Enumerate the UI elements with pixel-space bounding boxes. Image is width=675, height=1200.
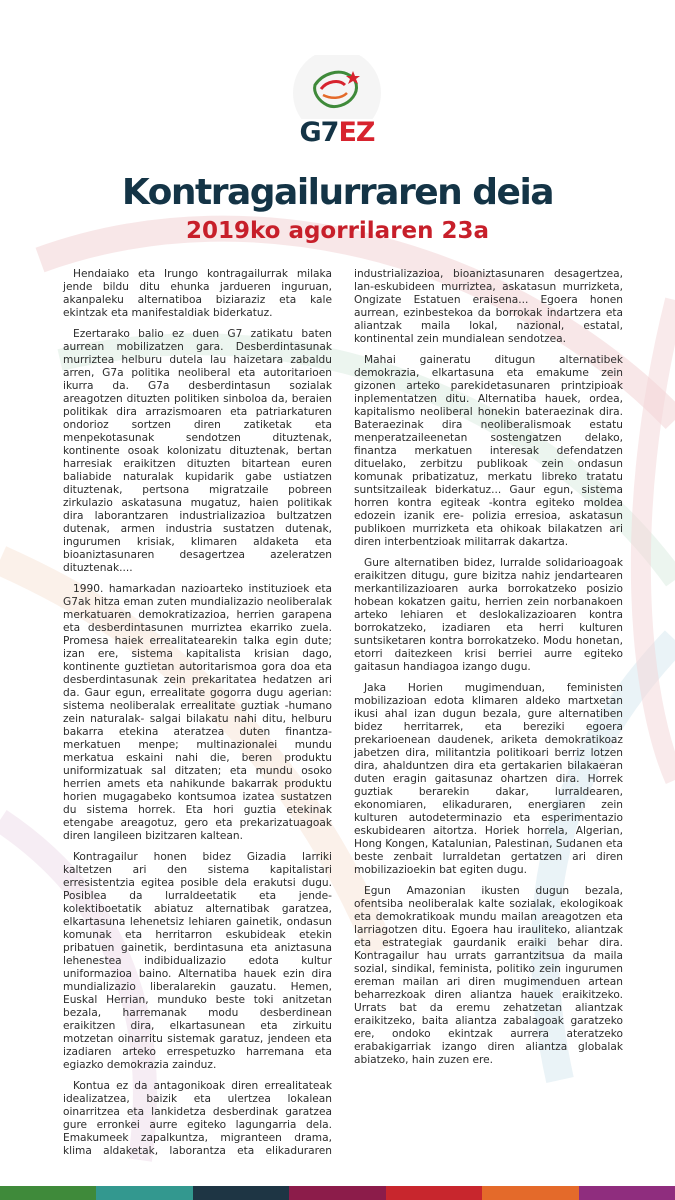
footer-color-segment [289,1186,385,1200]
footer-color-segment [579,1186,675,1200]
footer-color-segment [482,1186,578,1200]
paragraph: Gure alternatiben bidez, lurralde solidarioagoak eraikitzen ditugu, gure bizitza nahiz jendartearen merkantilizazioaren aurka borrokatzeko posizio hobean kokatzen gaitu, herrien zein norbanakoen arteko lehiaren et deslokalizazioaren kontra borrokatzeko, izadiaren eta herri kulturen suntsiketaren kontra borrokatzeko. Modu honetan, etorri daitezkeen krisi berriei aurre egiteko gaitasun handiagoa izango dugu. [354,557,623,673]
paragraph: Kontragailur honen bidez Gizadia larriki kaltetzen ari den sistema kapitalistari erresistentzia egitea posible dela erakutsi dugu. Posiblea da lurraldeetatik eta jende-kolektiboetatik abiatuz alternatibak garatzea, elkartasuna lehenetsiz lehiaren gainetik, ondasun komunak eta herritarron eskubideak etekin pribatuen gainetik, berdintasuna eta aniztasuna lehenestea indibidualizazio edota kultur uniformazioa baino. Alternatiba hauek ezin dira mundializazio liberalarekin gauzatu. Hemen, Euskal Herrian, munduko beste toki anitzetan bezala, harremanak modu desberdinean eraikitzen dira, elkartasunean eta zirkuitu motzetan oinarritu sistemak garatuz, jendeen eta izadiaren arteko errespetuzko harremana eta egiazko demokrazia zainduz. [63,851,332,1071]
footer-color-segment [96,1186,192,1200]
page-title: Kontragailurraren deia [121,172,554,213]
paragraph: Kontua ez da antagonikoak diren errealitateak idealizatzea, baizik eta ulertzea lokalean oinarritzea eta lankidetza desberdinak garatzea gure erronkei aurre egiteko lagungarria dela. Emakumeek zapalkuntza, migranteen drama, klima aldaketak, laborantza eta elikaduraren industrializazioa, bioaniztasunaren desagertzea, lan-eskubideen murriztea, askatasun murrizketa, Ongizate Estatuen eraisena... Egoera honen aurrean, ezinbestekoa da borrokak indartzera eta aliantzak maila lokal, nazional, estatal, kontinental zein mundialean sendotzea. [63,268,623,1157]
logo-text-main: G7 [299,117,339,148]
paragraph: Ezertarako balio ez duen G7 zatikatu baten aurrean mobilizatzen gara. Desberdintasunak murriztea helburu dutela lau haizetara zabaldu arren, G7a politika neoliberal eta autoritarioen ikurra da. G7a desberdintasun sozialak areagotzen dituzten politiken sinboloa da, beraien politikak dira arrazismoaren eta patriarkaturen ondorioz sortzen diren zatiketak eta menpekotasunak sendotzen dituztenak, kontinente osoak kolonizatu dituztenak, bertan harresiak eraikitzen dituzten bitartean euren baliabide naturalak kupidarik gabe ustiatzen dituztenak, pertsona migratzaile pobreen zirkulazio askatasuna mugatuz, haien politikak dira laborantzaren industrializazioa bultzatzen dutenak, armen industria sustatzen dutenak, ingurumen krisiak, klimaren aldaketa eta bioaniztasunaren desagertzea azeleratzen dituztenak.... [63,328,332,574]
paragraph: Hendaiako eta Irungo kontragailurrak milaka jende bildu ditu ehunka jardueren inguruan, akanpaleku alternatiboa biziaraziz eta kale ekintzak eta manifestaldiak biderkatuz. [63,268,332,319]
article-body [63,268,623,1158]
paragraph: Mahai gaineratu ditugun alternatibek demokrazia, elkartasuna eta emakume zein gizonen arteko parekidetasunaren printzipioak inplementatzen ditu. Alternatiba hauek, ordea, kapitalismo neoliberal honekin bateraezinak dira. Bateraezinak dira neoliberalismoak estatu menperatzaileenetan sostengatzen delako, finantza merkatuen interesak defendatzen dituelako, zerbitzu publikoak zein ondasun komunak pribatizatuz, merkatu libreko tratatu suntsitzaileak biderkatuz... Gaur egun, sistema horren kontra egiteak -kontra egiteko moldea edozein izanik ere- polizia erresioa, askatasun publikoen murrizketa eta ohikoak bilakatzen ari diren interbentzioak militarrak dakartza. [354,354,623,548]
footer-color-segment [386,1186,482,1200]
logo-wordmark [287,117,387,148]
g7ez-logo [287,55,387,165]
logo-text-accent: EZ [338,117,375,148]
basque-map-icon [287,55,387,119]
footer-color-segment [193,1186,289,1200]
footer-color-bar [0,1186,675,1200]
paragraph: 1990. hamarkadan nazioarteko instituzioek eta G7ak hitza eman zuten mundializazio neoliberalak merkatuaren demokratizazioa, herrien garapena eta desberdintasunen murriztea ekarriko zuela. Promesa haiek errealitatearekin talka egin dute; izan ere, sistema kapitalista krisian dago, kontinente guztietan autoritarismoa gora doa eta desberdintasunak zein prekaritatea hedatzen ari da. Gaur egun, errealitate gogorra dugu agerian: sistema neoliberalak errealitate guztiak -humano zein naturalak- salgai bilakatu nahi ditu, helburu bakarra etekina ateratzea duten finantza-merkatuen menpe; multinazionalei mundu merkatua eskaini nahi die, beren produktu uniformizatuak sal ditzaten; eta mundu osoko herrien amets eta nahikunde bakarrak produktu horien mugagabeko kontsumoa izatea sustatzen du sistema horrek. Eta hori guztia etekinak etengabe areagotuz, gero eta prekarizatuagoak diren langileen bizitzaren kaltean. [63,583,332,842]
page-subtitle: 2019ko agorrilaren 23a [185,218,490,244]
paragraph: Jaka Horien mugimenduan, feministen mobilizazioan edota klimaren aldeko martxetan ikusi ahal izan dugun bezala, gure alternatiben bidez herritarrek, eta bereziki egoera prekarioenean daudenek, ariketa demokratikoaz jabetzen dira, militantzia politikoari berriz lotzen dira, ahalduntzen dira eta gertakarien bilakaeran duten eragin gaitasunaz ohartzen dira. Horrek guztiak berarekin dakar, lurraldearen, ekonomiaren, elikaduraren, energiaren zein kulturen autodeterminazio eta esperimentazio eskubidearen aitortza. Horiek horrela, Algerian, Hong Kongen, Katalunian, Palestinan, Sudanen eta beste zenbait lurraldetan gertatzen ari diren mobilizazioekin bat egiten dugu. [354,682,623,876]
footer-color-segment [0,1186,96,1200]
paragraph: Egun Amazonian ikusten dugun bezala, ofentsiba neoliberalak kalte sozialak, ekologikoak eta demokratikoak mundu mailan areagotzen eta larriagotzen ditu. Egoera hau irauliteko, aliantzak eta estrategiak gaurdanik eraiki behar dira. Kontragailur hau urrats garrantzitsua da maila sozial, sindikal, feminista, politiko zein ingurumen ereman mailan ari diren mugimenduen artean beharrezkoak diren aliantza hauek eraikitzeko. Urrats bat da eremu zehatzetan aliantzak eraikitzeko, baita aliantza zabalagoak garatzeko ere, ondoko ekintzak aurrera ateratzeko erabakigarriak izango diren aliantza globalak abiatzeko, hain zuzen ere. [354,885,623,1066]
